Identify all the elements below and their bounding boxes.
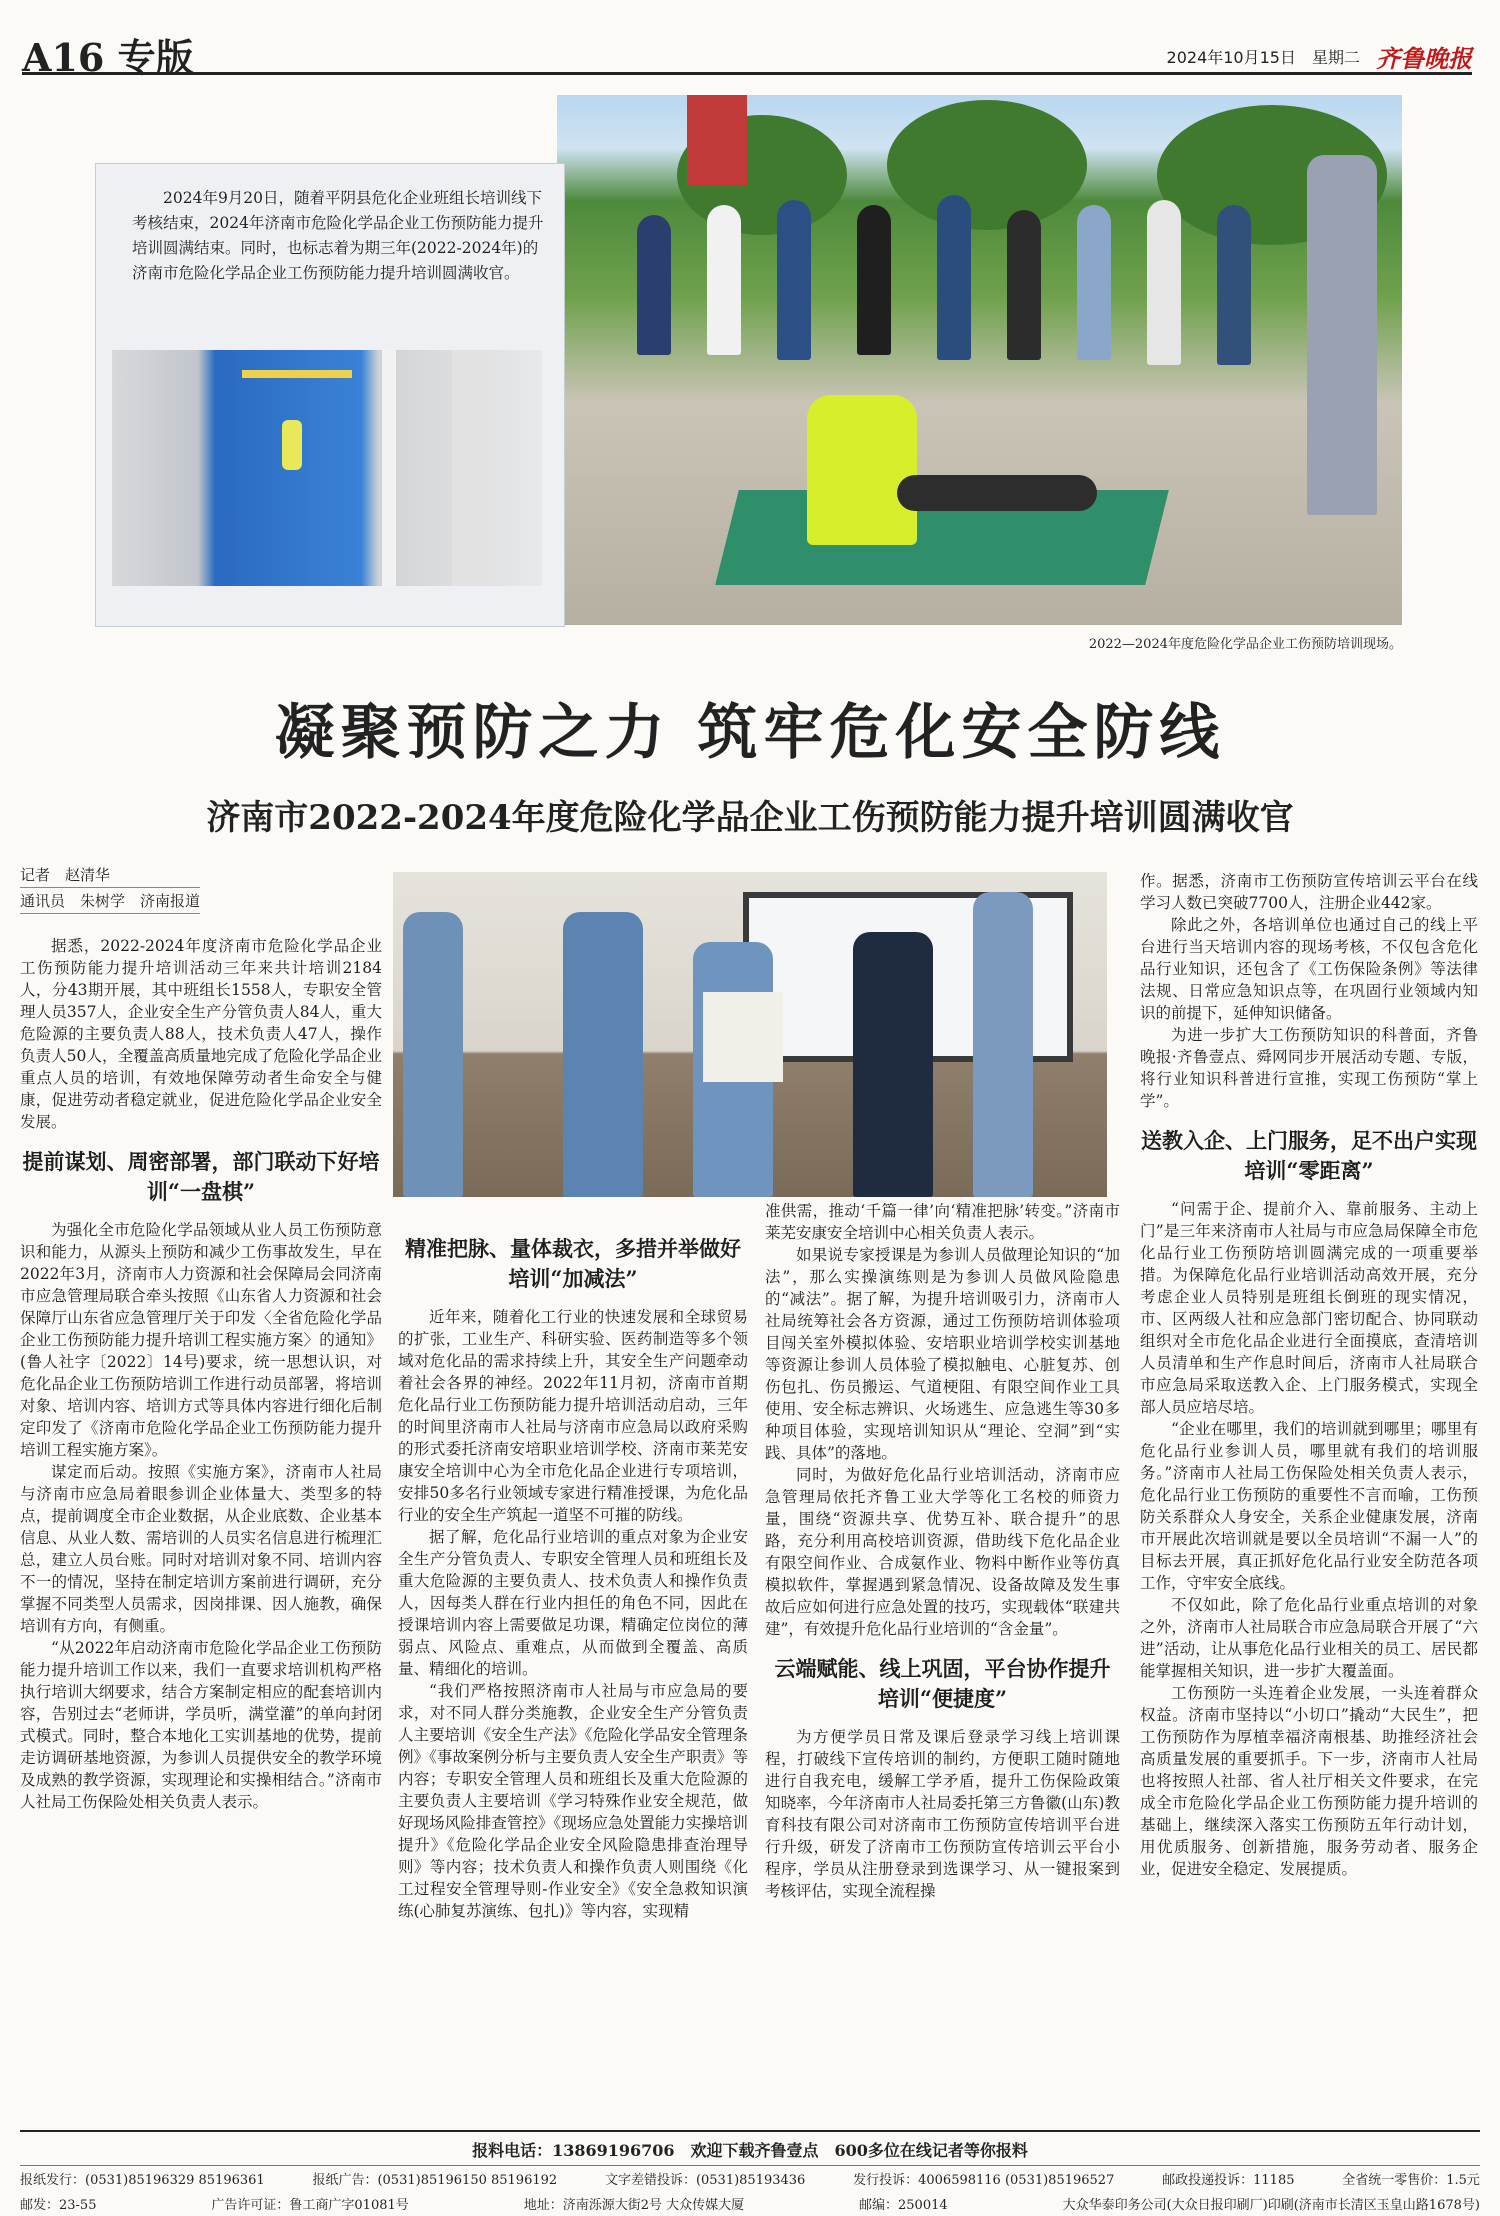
bandage-training-photo <box>393 872 1107 1197</box>
paragraph: 同时，为做好危化品行业培训活动，济南市应急管理局依托齐鲁工业大学等化工名校的师资力量，围绕“资源共享、优势互补、联合提升”的思路，充分利用高校培训资源，借助线下危化品企业有限空间作业、合成氨作业、物料中断作业等仿真模拟软件，掌握遇到紧急情况、设备故障及发生事故后应如何进行应急处置的技巧，实现载体“联建共建”，有效提升危化品行业培训的“含金量”。 <box>765 1466 1120 1638</box>
paragraph: 为进一步扩大工伤预防知识的科普面，齐鲁晚报·齐鲁壹点、舜网同步开展活动专题、专版，将行业知识科普进行宣推，实现工伤预防“掌上学”。 <box>1140 1026 1478 1110</box>
paragraph: 近年来，随着化工行业的快速发展和全球贸易的扩张，工业生产、科研实验、医药制造等多个领域对危化品的需求持续上升，其安全生产问题牵动着社会各界的神经。2022年11月初，济南市首期危化品行业工伤预防能力提升培训活动启动，三年的时间里济南市人社局与济南市应急局以政府采购的形式委托济南安培职业培训学校、济南市莱芜安康安全培训中心为全市危化品企业进行专项培训，安排50多名行业领域专家进行精准授课，为危化品行业的安全生产筑起一道坚不可摧的防线。 <box>398 1308 748 1524</box>
article-column-3 <box>765 1200 1120 1902</box>
footer-item: 全省统一零售价：1.5元 <box>1342 2173 1480 2188</box>
photo-caption: 2022—2024年度危险化学品企业工伤预防培训现场。 <box>1088 637 1402 652</box>
issue-date: 2024年10月15日 <box>1166 48 1296 67</box>
section-heading-3: 云端赋能、线上巩固，平台协作提升培训“便捷度” <box>774 1656 1111 1711</box>
climbing-training-photo <box>112 350 542 586</box>
paragraph: 不仅如此，除了危化品行业重点培训的对象之外，济南市人社局联合市应急局联合开展了“六进”活动，让从事危化品行业相关的员工、居民都能掌握相关知识，进一步扩大覆盖面。 <box>1140 1596 1478 1680</box>
byline <box>20 864 200 916</box>
article-subtitle: 济南市2022-2024年度危险化学品企业工伤预防能力提升培训圆满收官 <box>206 798 1294 838</box>
page-footer <box>20 2130 1480 2213</box>
header-meta <box>1167 39 1472 74</box>
footer-item: 广告许可证：鲁工商广字01081号 <box>211 2198 409 2213</box>
footer-item: 文字差错投诉：(0531)85193436 <box>604 2173 806 2188</box>
cpr-mannequin <box>897 475 1097 511</box>
paragraph: 为方便学员日常及课后登录学习线上培训课程，打破线下宣传培训的制约，方便职工随时随地进行自我充电，缓解工学矛盾，提升工伤保险政策知晓率，今年济南市人社局委托第三方鲁徽(山东)教育科技有限公司对济南市工伤预防宣传培训平台进行升级，研发了济南市工伤预防宣传培训云平台小程序，学员从注册登录到选课学习、从一键报案到考核评估，实现全流程操 <box>765 1728 1120 1900</box>
article-lead: 据悉，2022-2024年度济南市危险化学品企业工伤预防能力提升培训活动三年来共计培训2184人，分43期开展，其中班组长1558人，专职安全管理人员357人，企业安全生产分管负责人84人，重大危险源的主要负责人88人，技术负责人47人，操作负责人50人，全覆盖高质量地完成了危险化学品企业重点人员的培训，有效地保障劳动者生命安全与健康，促进劳动者稳定就业，促进危险化学品企业安全发展。 <box>20 937 382 1131</box>
section-heading-2: 精准把脉、量体裁衣，多措并举做好培训“加减法” <box>405 1236 741 1291</box>
intro-text: 2024年9月20日，随着平阴县危化企业班组长培训线下考核结束，2024年济南市危险化学品企业工伤预防能力提升培训圆满结束。同时，也标志着为期三年(2022-2024年)的济南市危险化学品企业工伤预防能力提升培训圆满收官。 <box>132 189 544 282</box>
paragraph: 为强化全市危险化学品领域从业人员工伤预防意识和能力，从源头上预防和减少工伤事故发生，早在2022年3月，济南市人力资源和社会保障局会同济南市应急管理局联合牵头按照《山东省人力资源和社会保障厅山东省应急管理厅关于印发〈全省危险化学品企业工伤预防能力提升培训工程实施方案〉的通知》(鲁人社字〔2022〕14号)要求，统一思想认识，对危化品企业工伤预防培训工作进行动员部署，将培训对象、培训内容、培训方式等具体内容进行细化后制定印发了《济南市危险化学品企业工伤预防能力提升培训工程实施方案》。 <box>20 1221 382 1459</box>
paragraph: 谋定而后动。按照《实施方案》，济南市人社局与济南市应急局着眼参训企业体量大、类型多的特点，提前调度全市企业数据，从企业底数、企业基本信息、从业人数、需培训的人员实名信息进行梳理汇总，建立人员台账。同时对培训对象不同、培训内容不一的情况，坚持在制定培训方案前进行调研，充分掌握不同类型人员需求，因岗排课、因人施教，确保培训有方向，有侧重。 <box>20 1463 382 1635</box>
footer-row-1 <box>20 2166 1480 2191</box>
correspondent: 通讯员 朱树学 济南报道 <box>20 890 200 914</box>
paragraph: 除此之外，各培训单位也通过自己的线上平台进行当天培训内容的现场考核，不仅包含危化品行业知识，还包含了《工伤保险条例》等法律法规、日常应急知识点等，在巩固行业领域内知识的前提下，延伸知识储备。 <box>1140 916 1478 1022</box>
paragraph: “问需于企、提前介入、靠前服务、主动上门”是三年来济南市人社局与市应急局保障全市危化品行业工伤预防培训圆满完成的一项重要举措。为保障危化品行业培训活动高效开展，充分考虑企业人员特别是班组长倒班的现实情况，市、区两级人社和应急部门密切配合、协同联动组织对全市危化品企业进行全面摸底，查清培训人员清单和生产作息时间后，济南市人社局联合市应急局采取送教入企、上门服务模式，实现全部人员应培尽培。 <box>1140 1200 1478 1416</box>
paragraph: 作。据悉，济南市工伤预防宣传培训云平台在线学习人数已突破7700人，注册企业442家。 <box>1140 872 1478 912</box>
paragraph: “从2022年启动济南市危险化学品企业工伤预防能力提升培训工作以来，我们一直要求培训机构严格执行培训大纲要求，结合方案制定相应的配套培训内容，告别过去“老师讲，学员听，满堂灌”的单向封闭式模式。同时，整合本地化工实训基地的优势，提前走访调研基地资源，为参训人员提供安全的教学环境及成熟的教学资源，实现理论和实操相结合。”济南市人社局工伤保险处相关负责人表示。 <box>20 1639 382 1811</box>
instructor-vest <box>807 395 917 545</box>
article-title: 凝聚预防之力 筑牢危化安全防线 <box>274 698 1226 768</box>
footer-item: 报纸广告：(0531)85196150 85196192 <box>312 2173 558 2188</box>
article-column-1 <box>20 935 382 1813</box>
training-site-photo <box>557 95 1402 625</box>
footer-item: 邮发：23-55 <box>20 2198 97 2213</box>
paragraph: 如果说专家授课是为参训人员做理论知识的“加法”，那么实操演练则是为参训人员做风险隐患的“减法”。据了解，为提升培训吸引力，济南市人社局统筹社会各方资源，通过工伤预防培训体验项目闯关室外模拟体验、安培职业培训学校实训基地等资源让参训人员体验了模拟触电、心脏复苏、创伤包扎、伤员搬运、气道梗阻、有限空间作业工具使用、安全标志辨识、火场逃生、应急逃生等30多种项目体验，实现培训知识从“理论、空洞”到“实践、具体”的落地。 <box>765 1246 1120 1462</box>
reporter: 记者 赵清华 <box>20 864 200 888</box>
section-heading-4: 送教入企、上门服务，足不出户实现培训“零距离” <box>1141 1128 1477 1183</box>
footer-item: 邮编：250014 <box>859 2198 948 2213</box>
issue-weekday: 星期二 <box>1311 48 1360 67</box>
edition-label: A16 专版 <box>22 35 194 80</box>
page-header <box>22 25 1472 80</box>
section-heading-1: 提前谋划、周密部署，部门联动下好培训“一盘棋” <box>22 1149 380 1204</box>
footer-item: 地址：济南泺源大街2号 大众传媒大厦 <box>523 2198 745 2213</box>
news-hotline: 报料电话：13869196706 欢迎下载齐鲁壹点 600多位在线记者等你报料 <box>20 2132 1480 2166</box>
newspaper-logo: 齐鲁晚报 <box>1376 44 1472 73</box>
paragraph: “企业在哪里，我们的培训就到哪里；哪里有危化品行业参训人员，哪里就有我们的培训服务。”济南市人社局工伤保险处相关负责人表示，危化品行业工伤预防的重要性不言而喻，工伤预防关系群众人身安全，关系企业健康发展，济南市开展此次培训就是要以全员培训“不漏一人”的目标去开展，真正抓好危化品行业安全防范各项工作，守牢安全底线。 <box>1140 1420 1478 1592</box>
article-column-4 <box>1140 870 1478 1880</box>
footer-item: 邮政投递投诉：11185 <box>1162 2173 1295 2188</box>
article-column-2 <box>398 1220 748 1922</box>
paragraph: 工伤预防一头连着企业发展，一头连着群众权益。济南市坚持以“小切口”撬动“大民生”，把工伤预防作为厚植幸福济南根基、助推经济社会高质量发展的重要抓手。下一步，济南市人社局也将按照人社部、省人社厅相关文件要求，在完成全市危险化学品企业工伤预防能力提升培训的基础上，继续深入落实工伤预防五年行动计划，用优质服务、创新措施，服务劳动者、服务企业，促进安全稳定、发展提质。 <box>1140 1684 1478 1878</box>
footer-item: 大众华泰印务公司(大众日报印刷厂)印刷(济南市长清区玉皇山路1678号) <box>1062 2198 1480 2213</box>
paragraph: “我们严格按照济南市人社局与市应急局的要求，对不同人群分类施教，企业安全生产分管负责人主要培训《安全生产法》《危险化学品安全管理条例》《事故案例分析与主要负责人安全生产职责》等内容；专职安全管理人员和班组长及重大危险源的主要负责人主要培训《学习特殊作业安全规范，做好现场风险排查管控》《现场应急处置能力实操培训提升》《危险化学品企业安全风险隐患排查治理导则》等内容；技术负责人和操作负责人则围绕《化工过程安全管理导则-作业安全》《安全急救知识演练(心肺复苏演练、包扎)》等内容，实现精 <box>398 1682 748 1920</box>
banner <box>687 95 747 185</box>
paragraph: 据了解，危化品行业培训的重点对象为企业安全生产分管负责人、专职安全管理人员和班组长及重大危险源的主要负责人、技术负责人和操作负责人，因每类人群在行业内担任的角色不同，因此在授课培训内容上需要做足功课，精确定位岗位的薄弱点、风险点、重难点，从而做到全覆盖、高质量、精细化的培训。 <box>398 1528 748 1678</box>
footer-item: 发行投诉：4006598116 (0531)85196527 <box>853 2173 1115 2188</box>
footer-item: 报纸发行：(0531)85196329 85196361 <box>20 2173 265 2188</box>
footer-row-2 <box>20 2191 1480 2216</box>
paragraph: 准供需，推动‘千篇一律’向‘精准把脉’转变。”济南市莱芜安康安全培训中心相关负责人表示。 <box>765 1202 1120 1242</box>
bandage <box>703 992 783 1082</box>
